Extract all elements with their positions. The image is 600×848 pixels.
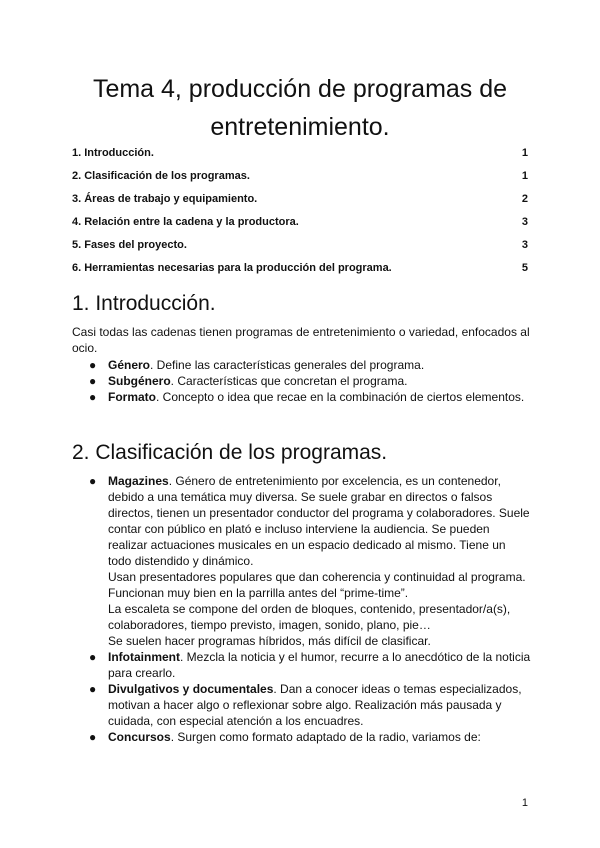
toc-item[interactable] [72,211,528,234]
bullet-icon: ● [89,730,97,744]
bullet-icon: ● [89,374,97,388]
list-term: Concursos [108,730,171,744]
magazines-paragraph-5: Se suelen hacer programas híbridos, más difícil de clasificar. [108,634,431,648]
toc-page: 2 [521,193,528,205]
list-term: Magazines [108,474,169,488]
toc-label: 2. Clasificación de los programas. [72,170,250,182]
section-1-list [72,357,532,405]
list-text: . Concepto o idea que recae en la combinación de ciertos elementos. [156,390,525,404]
section-1-heading: 1. Introducción. [72,292,216,315]
list-term: Divulgativos y documentales [108,682,274,696]
section-2-heading: 2. Clasificación de los programas. [72,441,388,464]
list-item [72,389,532,405]
list-item [72,729,532,745]
list-term: Formato [108,390,156,404]
bullet-icon: ● [89,358,97,372]
section-2-list [72,473,532,745]
list-term: Subgénero [108,374,171,388]
list-item [72,681,532,729]
toc-page: 3 [521,216,528,228]
toc-label: 3. Áreas de trabajo y equipamiento. [72,193,258,205]
list-term: Género [108,358,151,372]
toc-item[interactable] [72,188,528,211]
toc-item[interactable] [72,165,528,188]
page-number: 1 [521,797,528,809]
title-line-2: entretenimiento. [210,113,390,141]
bullet-icon: ● [89,474,97,488]
list-text: . Género de entretenimiento por excelencia, es un contenedor, debido a una temática muy diversa. Se suele grabar en directos o falsos directos, tienen un presentador conductor del programa y colaboradores. Suele contar con público en plató e incluso interviene la audiencia. Se pueden realizar actuaciones musicales en un espacio dedicado al mismo. Tiene un todo distendido y dinámico. [108,474,530,568]
list-text: . Características que concretan el programa. [170,374,408,388]
toc-page: 1 [521,147,528,159]
toc-page: 1 [521,170,528,182]
toc-page: 3 [521,239,528,251]
bullet-icon: ● [89,682,97,696]
magazines-paragraph-4: La escaleta se compone del orden de bloques, contenido, presentador/a(s), colaboradores, tiempo previsto, imagen, sonido, plano, pie… [108,602,511,632]
list-text: . Surgen como formato adaptado de la radio, variamos de: [170,730,481,744]
toc-item[interactable] [72,257,528,280]
magazines-paragraph-2: Usan presentadores populares que dan coherencia y continuidad al programa. [108,570,526,584]
toc-label: 6. Herramientas necesarias para la producción del programa. [72,262,392,274]
section-1-intro: Casi todas las cadenas tienen programas de entretenimiento o variedad, enfocados al ocio. [72,325,530,355]
toc-label: 5. Fases del proyecto. [72,239,187,251]
toc-label: 1. Introducción. [72,147,154,159]
toc-page: 5 [521,262,528,274]
list-text: . Dan a conocer ideas o temas especializados, motivan a hacer algo o reflexionar sobre algo. Realización más pausada y cuidada, con especial atención a los encuadres. [108,682,522,728]
list-item [72,357,532,373]
toc-item[interactable] [72,234,528,257]
bullet-icon: ● [89,650,97,664]
list-item [72,649,532,681]
title-line-1: Tema 4, producción de programas de [92,75,508,103]
toc-item[interactable] [72,142,528,165]
list-text: . Mezcla la noticia y el humor, recurre a lo anecdótico de la noticia para crearlo. [108,650,531,680]
bullet-icon: ● [89,390,97,404]
toc-label: 4. Relación entre la cadena y la productora. [72,216,299,228]
list-term: Infotainment [108,650,180,664]
table-of-contents [72,142,528,280]
list-item-magazines [72,473,532,649]
magazines-paragraph-3: Funcionan muy bien en la parrilla antes del “prime-time”. [108,586,409,600]
list-item [72,373,532,389]
document-title [60,70,540,146]
list-text: . Define las características generales del programa. [150,358,425,372]
